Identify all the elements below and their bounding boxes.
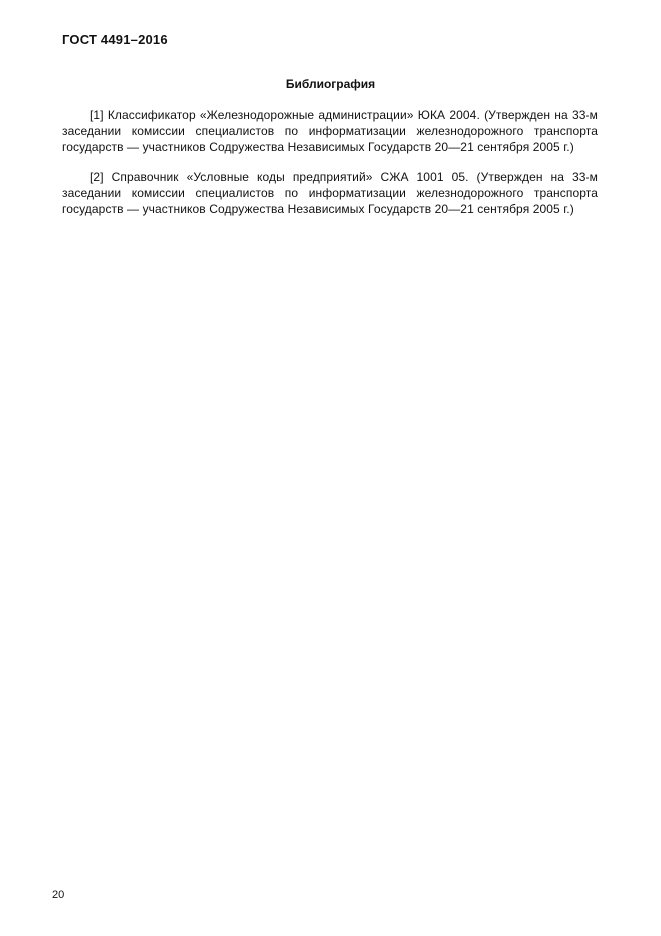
bibliography-list <box>62 107 598 231</box>
bibliography-entry: [1] Классификатор «Железнодорожные администрации» ЮКА 2004. (Утвержден на 33-м заседании комиссии специалистов по информатизации железнодорожного транспорта государств — участников Содружества Независимых Государств 20—21 сентября 2005 г.) <box>62 108 598 154</box>
page-number: 20 <box>52 889 65 901</box>
section-title: Библиография <box>285 77 376 91</box>
document-header: ГОСТ 4491–2016 <box>62 32 168 47</box>
bibliography-entry: [2] Справочник «Условные коды предприятий» СЖА 1001 05. (Утвержден на 33-м заседании комиссии специалистов по информатизации железнодорожного транспорта государств — участников Содружества Независимых Государств 20—21 сентября 2005 г.) <box>62 170 598 216</box>
